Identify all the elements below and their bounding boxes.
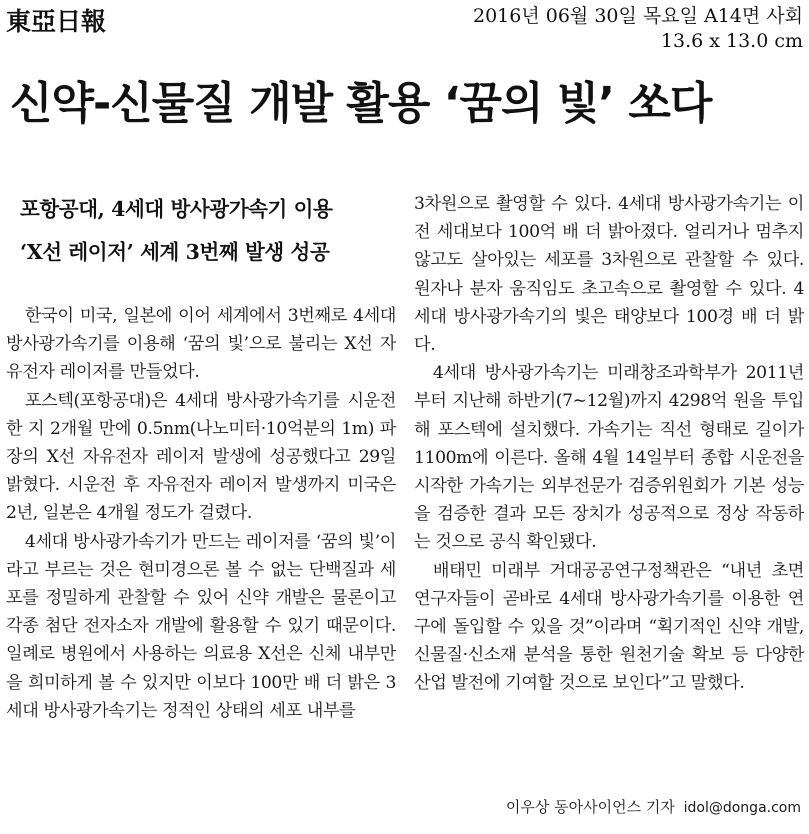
publication-date: 2016년 06월 30일 목요일 A14면 사회 [473,5,803,27]
subheadline-1: 포항공대, 4세대 방사광가속기 이용 [20,197,333,221]
reporter-email: idol@donga.com [683,800,801,816]
body-paragraph-5: 배태민 미래부 거대공공연구정책관은 “내년 초면 연구자들이 곧바로 4세대 방사광가속기를 이용한 연구에 돌입할 수 있을 것”이라며 “획기적인 신약 개발, 신물질·신소재 분석을 통한 원천기술 확보 등 다양한 산업 발전에 기여할 것으로 보인다”고 말했다. [414,560,804,694]
body-paragraph-4: 4세대 방사광가속기는 미래창조과학부가 2011년부터 지난해 하반기(7∼12월)까지 4298억 원을 투입해 포스텍에 설치했다. 가속기는 직선 형태로 길이가 1100m에 이른다. 올해 4월 14일부터 종합 시운전을 시작한 가속기는 외부전문가 검증위원회가 기본 성능을 검증한 결과 모든 장치가 성공적으로 정상 작동하는 것으로 공식 확인됐다. [414,363,804,553]
subheadline-block [6,188,396,274]
subheadline-2: ‘X선 레이저’ 세계 3번째 발생 성공 [20,240,330,264]
article-size: 13.6 x 13.0 cm [660,30,803,52]
article-column-left [6,186,396,820]
body-paragraph-3-continued: 3차원으로 촬영할 수 있다. 4세대 방사광가속기는 이전 세대보다 100억 배 더 밝아졌다. 얼리거나 멈추지 않고도 살아있는 세포를 3차원으로 관찰할 수 있다. 원자나 분자 움직임도 초고속으로 촬영할 수 있다. 4세대 방사광가속기의 빛은 태양보다 100경 배 더 밝다. [414,194,804,356]
dateline [473,4,803,54]
body-paragraph-1: 한국이 미국, 일본에 이어 세계에서 3번째로 4세대 방사광가속기를 이용해 ‘꿈의 빛’으로 불리는 X선 자유전자 레이저를 만들었다. [6,306,396,383]
byline [506,796,801,817]
newspaper-masthead: 東亞日報 [6,7,107,36]
article-column-right [414,190,804,824]
body-paragraph-3: 4세대 방사광가속기가 만드는 레이저를 ‘꿈의 빛’이라고 부르는 것은 현미경으론 볼 수 없는 단백질과 세포를 정밀하게 관찰할 수 있어 신약 개발은 물론이고 각종 첨단 전자소자 개발에 활용할 수 있기 때문이다. 일례로 병원에서 사용하는 의료용 X선은 신체 내부만을 희미하게 볼 수 있지만 이보다 100만 배 더 밝은 3세대 방사광가속기는 정적인 상태의 세포 내부를 [6,531,396,721]
reporter-name: 이우상 동아사이언스 기자 [505,798,675,816]
article-headline: 신약-신물질 개발 활용 ‘꿈의 빛’ 쏘다 [10,78,712,129]
body-paragraph-2: 포스텍(포항공대)은 4세대 방사광가속기를 시운전한 지 2개월 만에 0.5nm(나노미터·10억분의 1m) 파장의 X선 자유전자 레이저 발생에 성공했다고 29일 밝혔다. 시운전 후 자유전자 레이저 발생까지 미국은 2년, 일본은 4개월 정도가 걸렸다. [6,390,396,524]
